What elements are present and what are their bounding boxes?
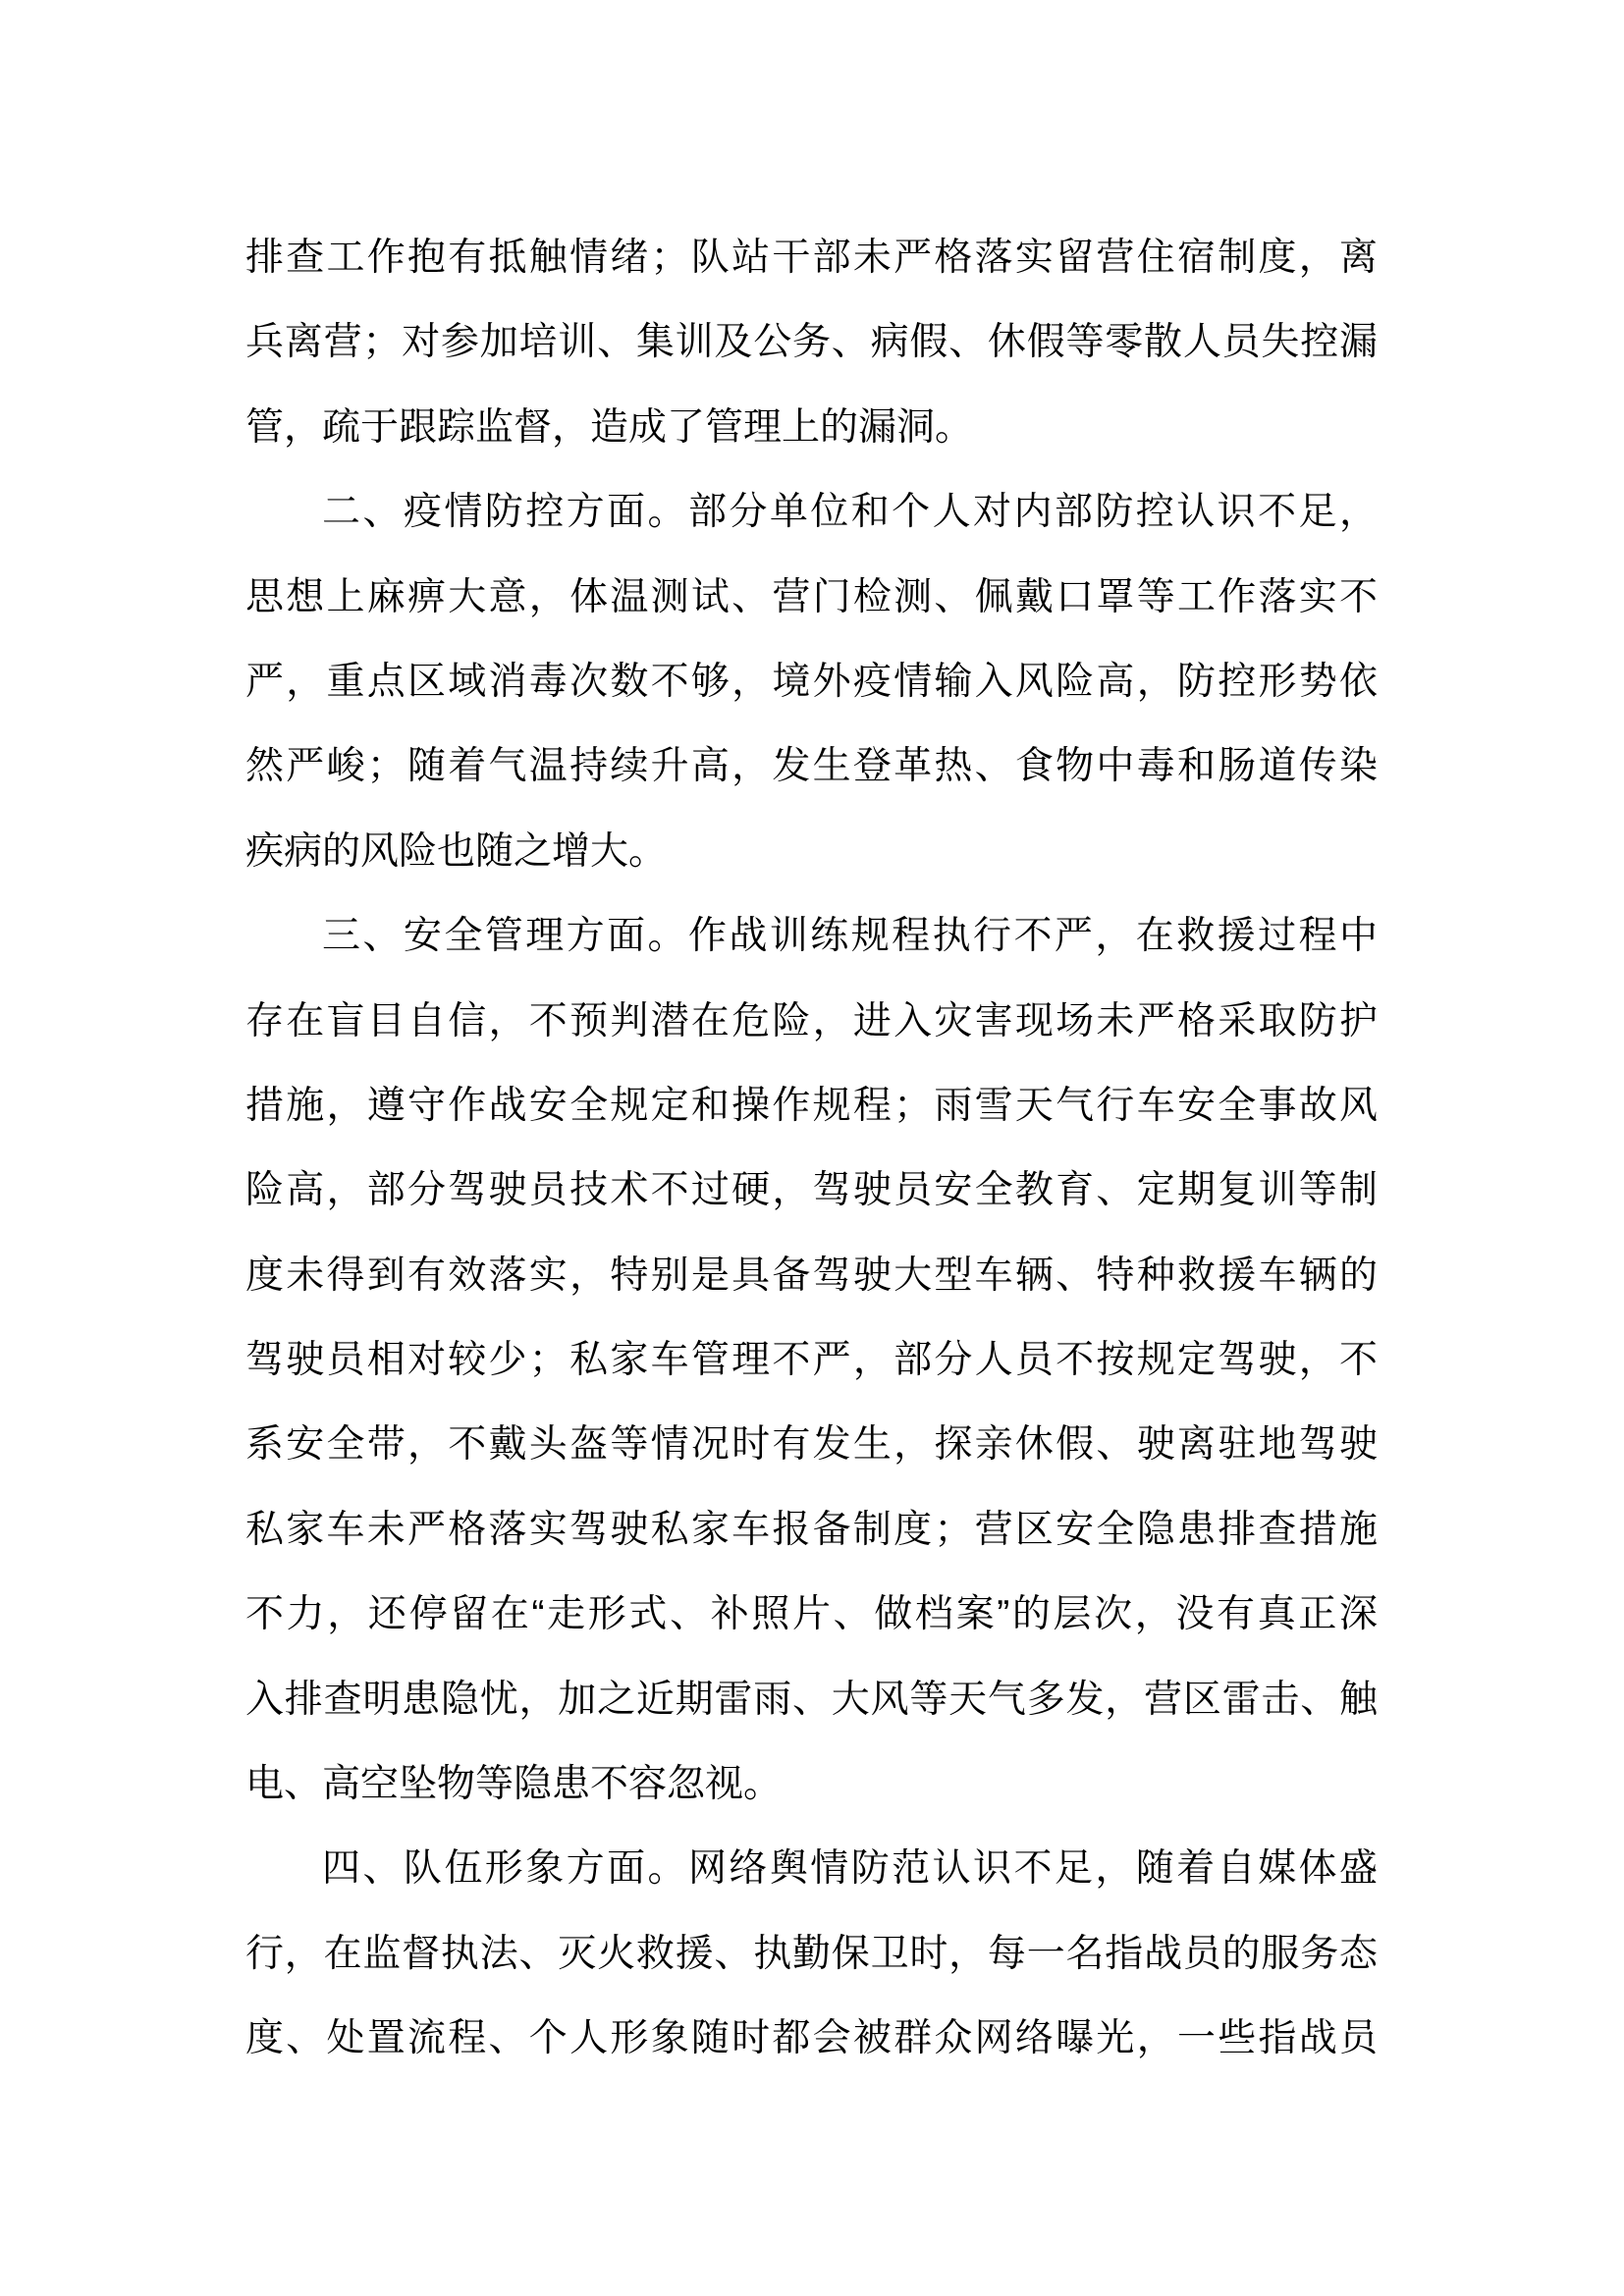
text-line: 思想上麻痹大意，体温测试、营门检测、佩戴口罩等工作落实不 <box>245 575 1378 618</box>
text-line: 存在盲目自信，不预判潜在危险，进入灾害现场未严格采取防护 <box>245 999 1378 1042</box>
text-line: 电、高空坠物等隐患不容忽视。 <box>245 1763 783 1806</box>
text-line: 然严峻；随着气温持续升高，发生登革热、食物中毒和肠道传染 <box>245 745 1378 788</box>
text-line: 严，重点区域消毒次数不够，境外疫情输入风险高，防控形势依 <box>245 660 1378 703</box>
text-line: 二、疫情防控方面。部分单位和个人对内部防控认识不足， <box>322 491 1378 534</box>
text-line: 度未得到有效落实，特别是具备驾驶大型车辆、特种救援车辆的 <box>245 1254 1378 1297</box>
text-line: 度、处置流程、个人形象随时都会被群众网络曝光，一些指战员 <box>245 2017 1378 2060</box>
text-line: 三、安全管理方面。作战训练规程执行不严，在救援过程中 <box>322 915 1378 958</box>
paragraph-1 <box>245 216 1378 470</box>
text-line: 险高，部分驾驶员技术不过硬，驾驶员安全教育、定期复训等制 <box>245 1169 1378 1212</box>
text-line: 私家车未严格落实驾驶私家车报备制度；营区安全隐患排查措施 <box>245 1508 1378 1551</box>
text-line: 措施，遵守作战安全规定和操作规程；雨雪天气行车安全事故风 <box>245 1084 1378 1127</box>
document-text-block <box>245 216 1378 2082</box>
text-line: 入排查明患隐忧，加之近期雷雨、大风等天气多发，营区雷击、触 <box>245 1678 1378 1721</box>
paragraph-4 <box>245 1827 1378 2081</box>
text-line: 疾病的风险也随之增大。 <box>245 829 668 873</box>
text-line: 管，疏于跟踪监督，造成了管理上的漏洞。 <box>245 405 974 449</box>
text-line: 排查工作抱有抵触情绪；队站干部未严格落实留营住宿制度，离 <box>245 237 1378 279</box>
text-line: 四、队伍形象方面。网络舆情防范认识不足，随着自媒体盛 <box>322 1847 1378 1891</box>
text-line: 驾驶员相对较少；私家车管理不严，部分人员不按规定驾驶，不 <box>245 1339 1378 1382</box>
text-line: 兵离营；对参加培训、集训及公务、病假、休假等零散人员失控漏 <box>245 321 1378 364</box>
text-line: 行，在监督执法、灭火救援、执勤保卫时，每一名指战员的服务态 <box>245 1932 1378 1975</box>
text-line: 不力，还停留在“走形式、补照片、做档案”的层次，没有真正深 <box>245 1593 1378 1636</box>
paragraph-2 <box>245 470 1378 894</box>
text-line: 系安全带，不戴头盔等情况时有发生，探亲休假、驶离驻地驾驶 <box>245 1423 1378 1467</box>
paragraph-3 <box>245 894 1378 1827</box>
